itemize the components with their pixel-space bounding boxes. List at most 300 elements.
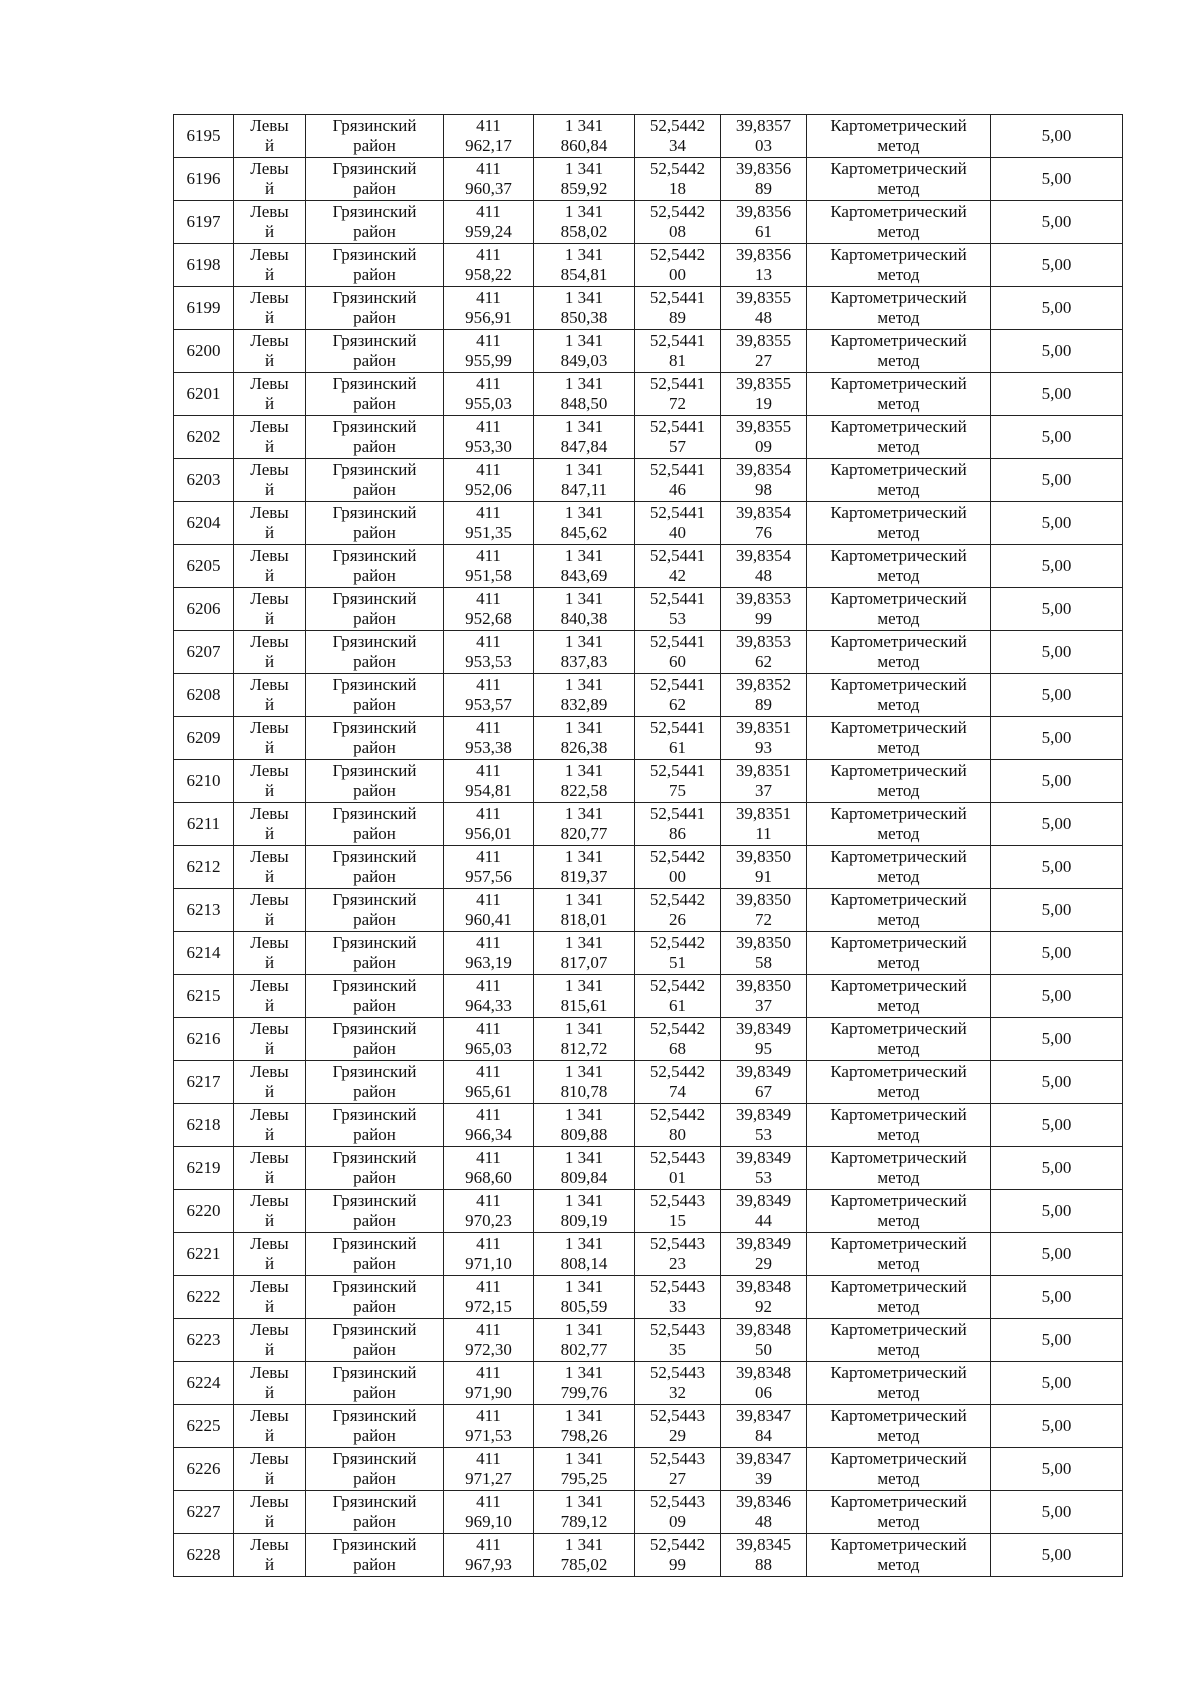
y-coordinate-cell-line: 843,69 bbox=[560, 566, 608, 585]
y-coordinate-cell-line: 1 341 bbox=[564, 546, 604, 565]
accuracy-cell: 5,00 bbox=[991, 846, 1123, 889]
y-coordinate-cell-line: 808,14 bbox=[560, 1254, 608, 1273]
x-coordinate-cell-line: 411 bbox=[476, 1492, 501, 1511]
latitude-cell-line: 52,5443 bbox=[649, 1406, 706, 1425]
district-cell-line: район bbox=[353, 953, 396, 972]
district-cell-line: Грязинский bbox=[332, 503, 417, 522]
method-cell bbox=[807, 932, 991, 975]
table-row bbox=[174, 1405, 1123, 1448]
latitude-cell-line: 52,5441 bbox=[649, 589, 706, 608]
x-coordinate-cell-line: 962,17 bbox=[465, 136, 512, 155]
district-cell-line: Грязинский bbox=[332, 374, 417, 393]
y-coordinate-cell-line: 1 341 bbox=[564, 804, 604, 823]
x-coordinate-cell-line: 953,38 bbox=[465, 738, 512, 757]
method-cell-line: Картометрический bbox=[830, 503, 967, 522]
longitude-cell-line: 76 bbox=[755, 523, 772, 542]
method-cell bbox=[807, 1061, 991, 1104]
district-cell bbox=[306, 244, 444, 287]
x-coordinate-cell bbox=[444, 1147, 534, 1190]
y-coordinate-cell-line: 799,76 bbox=[560, 1383, 608, 1402]
side-cell-line: Левы bbox=[250, 331, 289, 350]
longitude-cell-line: 67 bbox=[755, 1082, 772, 1101]
side-cell-line: й bbox=[264, 996, 275, 1015]
x-coordinate-cell bbox=[444, 1190, 534, 1233]
y-coordinate-cell bbox=[534, 1534, 635, 1577]
side-cell-line: Левы bbox=[250, 116, 289, 135]
accuracy-cell: 5,00 bbox=[991, 1448, 1123, 1491]
x-coordinate-cell-line: 411 bbox=[476, 374, 501, 393]
longitude-cell-line: 99 bbox=[755, 609, 772, 628]
side-cell-line: й bbox=[264, 738, 275, 757]
longitude-cell-line: 88 bbox=[755, 1555, 772, 1574]
longitude-cell-line: 50 bbox=[755, 1340, 772, 1359]
latitude-cell bbox=[635, 1362, 721, 1405]
district-cell bbox=[306, 1491, 444, 1534]
latitude-cell-line: 52,5441 bbox=[649, 675, 706, 694]
y-coordinate-cell bbox=[534, 803, 635, 846]
longitude-cell-line: 72 bbox=[755, 910, 772, 929]
point-number-cell: 6209 bbox=[174, 717, 234, 760]
longitude-cell-line: 39 bbox=[755, 1469, 772, 1488]
x-coordinate-cell bbox=[444, 717, 534, 760]
method-cell-line: Картометрический bbox=[830, 374, 967, 393]
latitude-cell bbox=[635, 115, 721, 158]
table-row bbox=[174, 1018, 1123, 1061]
method-cell-line: Картометрический bbox=[830, 1449, 967, 1468]
longitude-cell-line: 39,8350 bbox=[735, 976, 792, 995]
longitude-cell-line: 95 bbox=[755, 1039, 772, 1058]
district-cell-line: район bbox=[353, 609, 396, 628]
latitude-cell bbox=[635, 373, 721, 416]
side-cell bbox=[234, 975, 306, 1018]
latitude-cell-line: 35 bbox=[669, 1340, 686, 1359]
side-cell-line: Левы bbox=[250, 1191, 289, 1210]
longitude-cell-line: 39,8348 bbox=[735, 1320, 792, 1339]
district-cell bbox=[306, 158, 444, 201]
x-coordinate-cell bbox=[444, 373, 534, 416]
longitude-cell bbox=[721, 1276, 807, 1319]
latitude-cell-line: 40 bbox=[669, 523, 686, 542]
y-coordinate-cell bbox=[534, 330, 635, 373]
table-row bbox=[174, 330, 1123, 373]
y-coordinate-cell bbox=[534, 932, 635, 975]
accuracy-cell: 5,00 bbox=[991, 330, 1123, 373]
latitude-cell bbox=[635, 1018, 721, 1061]
x-coordinate-cell bbox=[444, 1362, 534, 1405]
y-coordinate-cell bbox=[534, 244, 635, 287]
y-coordinate-cell-line: 1 341 bbox=[564, 1449, 604, 1468]
side-cell-line: Левы bbox=[250, 1105, 289, 1124]
x-coordinate-cell-line: 411 bbox=[476, 1363, 501, 1382]
longitude-cell-line: 98 bbox=[755, 480, 772, 499]
district-cell-line: район bbox=[353, 480, 396, 499]
point-number-cell: 6208 bbox=[174, 674, 234, 717]
method-cell bbox=[807, 846, 991, 889]
longitude-cell bbox=[721, 545, 807, 588]
y-coordinate-cell-line: 810,78 bbox=[560, 1082, 608, 1101]
y-coordinate-cell bbox=[534, 975, 635, 1018]
x-coordinate-cell-line: 411 bbox=[476, 890, 501, 909]
latitude-cell-line: 62 bbox=[669, 695, 686, 714]
longitude-cell-line: 39,8349 bbox=[735, 1062, 792, 1081]
accuracy-cell: 5,00 bbox=[991, 545, 1123, 588]
district-cell-line: Грязинский bbox=[332, 675, 417, 694]
longitude-cell bbox=[721, 1534, 807, 1577]
table-body bbox=[174, 115, 1123, 1577]
x-coordinate-cell bbox=[444, 416, 534, 459]
longitude-cell bbox=[721, 631, 807, 674]
district-cell-line: район bbox=[353, 566, 396, 585]
method-cell-line: метод bbox=[877, 136, 920, 155]
method-cell bbox=[807, 545, 991, 588]
longitude-cell bbox=[721, 416, 807, 459]
y-coordinate-cell-line: 1 341 bbox=[564, 116, 604, 135]
accuracy-cell: 5,00 bbox=[991, 1319, 1123, 1362]
y-coordinate-cell bbox=[534, 1276, 635, 1319]
point-number-cell: 6212 bbox=[174, 846, 234, 889]
y-coordinate-cell bbox=[534, 201, 635, 244]
x-coordinate-cell-line: 411 bbox=[476, 1535, 501, 1554]
longitude-cell bbox=[721, 1491, 807, 1534]
latitude-cell-line: 52,5441 bbox=[649, 718, 706, 737]
x-coordinate-cell-line: 411 bbox=[476, 1320, 501, 1339]
point-number-cell: 6216 bbox=[174, 1018, 234, 1061]
latitude-cell-line: 81 bbox=[669, 351, 686, 370]
district-cell-line: Грязинский bbox=[332, 1105, 417, 1124]
longitude-cell bbox=[721, 1448, 807, 1491]
method-cell bbox=[807, 1233, 991, 1276]
method-cell-line: метод bbox=[877, 351, 920, 370]
latitude-cell-line: 52,5443 bbox=[649, 1148, 706, 1167]
point-number-cell: 6225 bbox=[174, 1405, 234, 1448]
longitude-cell bbox=[721, 115, 807, 158]
side-cell-line: Левы bbox=[250, 460, 289, 479]
latitude-cell-line: 52,5443 bbox=[649, 1191, 706, 1210]
y-coordinate-cell bbox=[534, 545, 635, 588]
longitude-cell-line: 39,8354 bbox=[735, 546, 792, 565]
latitude-cell-line: 52,5441 bbox=[649, 288, 706, 307]
latitude-cell-line: 99 bbox=[669, 1555, 686, 1574]
y-coordinate-cell-line: 1 341 bbox=[564, 374, 604, 393]
district-cell-line: район bbox=[353, 738, 396, 757]
longitude-cell bbox=[721, 889, 807, 932]
table-row bbox=[174, 889, 1123, 932]
x-coordinate-cell bbox=[444, 1061, 534, 1104]
longitude-cell bbox=[721, 975, 807, 1018]
longitude-cell-line: 39,8351 bbox=[735, 804, 792, 823]
district-cell-line: район bbox=[353, 1211, 396, 1230]
method-cell-line: Картометрический bbox=[830, 675, 967, 694]
x-coordinate-cell bbox=[444, 201, 534, 244]
district-cell-line: Грязинский bbox=[332, 1277, 417, 1296]
point-number-cell: 6226 bbox=[174, 1448, 234, 1491]
y-coordinate-cell-line: 785,02 bbox=[560, 1555, 608, 1574]
table-row bbox=[174, 1061, 1123, 1104]
table-row bbox=[174, 201, 1123, 244]
latitude-cell-line: 52,5443 bbox=[649, 1320, 706, 1339]
district-cell bbox=[306, 588, 444, 631]
side-cell bbox=[234, 1534, 306, 1577]
latitude-cell-line: 51 bbox=[669, 953, 686, 972]
latitude-cell-line: 27 bbox=[669, 1469, 686, 1488]
longitude-cell-line: 84 bbox=[755, 1426, 772, 1445]
x-coordinate-cell-line: 411 bbox=[476, 718, 501, 737]
y-coordinate-cell-line: 1 341 bbox=[564, 245, 604, 264]
method-cell-line: Картометрический bbox=[830, 202, 967, 221]
longitude-cell-line: 91 bbox=[755, 867, 772, 886]
longitude-cell-line: 39,8348 bbox=[735, 1363, 792, 1382]
side-cell-line: Левы bbox=[250, 1492, 289, 1511]
longitude-cell-line: 62 bbox=[755, 652, 772, 671]
method-cell bbox=[807, 1147, 991, 1190]
latitude-cell bbox=[635, 287, 721, 330]
x-coordinate-cell-line: 411 bbox=[476, 1148, 501, 1167]
latitude-cell-line: 52,5441 bbox=[649, 804, 706, 823]
accuracy-cell: 5,00 bbox=[991, 373, 1123, 416]
longitude-cell-line: 19 bbox=[755, 394, 772, 413]
side-cell-line: й bbox=[264, 910, 275, 929]
table-row bbox=[174, 631, 1123, 674]
method-cell-line: Картометрический bbox=[830, 1492, 967, 1511]
district-cell bbox=[306, 932, 444, 975]
y-coordinate-cell-line: 1 341 bbox=[564, 288, 604, 307]
y-coordinate-cell-line: 1 341 bbox=[564, 933, 604, 952]
x-coordinate-cell-line: 959,24 bbox=[465, 222, 512, 241]
side-cell-line: Левы bbox=[250, 1320, 289, 1339]
side-cell-line: й bbox=[264, 566, 275, 585]
table-row bbox=[174, 502, 1123, 545]
coordinates-table bbox=[173, 114, 1123, 1577]
longitude-cell bbox=[721, 1147, 807, 1190]
district-cell bbox=[306, 330, 444, 373]
point-number-cell: 6203 bbox=[174, 459, 234, 502]
accuracy-cell: 5,00 bbox=[991, 158, 1123, 201]
method-cell bbox=[807, 158, 991, 201]
method-cell bbox=[807, 717, 991, 760]
y-coordinate-cell-line: 848,50 bbox=[560, 394, 608, 413]
longitude-cell bbox=[721, 717, 807, 760]
district-cell-line: район bbox=[353, 1297, 396, 1316]
longitude-cell-line: 03 bbox=[755, 136, 772, 155]
method-cell-line: метод bbox=[877, 867, 920, 886]
longitude-cell-line: 48 bbox=[755, 566, 772, 585]
side-cell-line: Левы bbox=[250, 847, 289, 866]
accuracy-cell: 5,00 bbox=[991, 287, 1123, 330]
point-number-cell: 6222 bbox=[174, 1276, 234, 1319]
y-coordinate-cell-line: 789,12 bbox=[560, 1512, 608, 1531]
x-coordinate-cell-line: 960,41 bbox=[465, 910, 512, 929]
method-cell-line: метод bbox=[877, 1082, 920, 1101]
x-coordinate-cell bbox=[444, 1276, 534, 1319]
y-coordinate-cell bbox=[534, 416, 635, 459]
side-cell-line: Левы bbox=[250, 1234, 289, 1253]
table-row bbox=[174, 115, 1123, 158]
y-coordinate-cell bbox=[534, 1405, 635, 1448]
longitude-cell bbox=[721, 1061, 807, 1104]
side-cell bbox=[234, 1491, 306, 1534]
y-coordinate-cell-line: 1 341 bbox=[564, 890, 604, 909]
method-cell-line: метод bbox=[877, 523, 920, 542]
point-number-cell: 6228 bbox=[174, 1534, 234, 1577]
district-cell bbox=[306, 1233, 444, 1276]
point-number-cell: 6196 bbox=[174, 158, 234, 201]
accuracy-cell: 5,00 bbox=[991, 502, 1123, 545]
district-cell bbox=[306, 1018, 444, 1061]
y-coordinate-cell bbox=[534, 115, 635, 158]
latitude-cell-line: 52,5443 bbox=[649, 1492, 706, 1511]
longitude-cell-line: 39,8349 bbox=[735, 1234, 792, 1253]
method-cell-line: метод bbox=[877, 910, 920, 929]
latitude-cell bbox=[635, 588, 721, 631]
x-coordinate-cell-line: 411 bbox=[476, 288, 501, 307]
x-coordinate-cell-line: 953,57 bbox=[465, 695, 512, 714]
y-coordinate-cell-line: 1 341 bbox=[564, 1062, 604, 1081]
latitude-cell-line: 52,5442 bbox=[649, 159, 706, 178]
district-cell bbox=[306, 1319, 444, 1362]
x-coordinate-cell bbox=[444, 244, 534, 287]
latitude-cell-line: 72 bbox=[669, 394, 686, 413]
longitude-cell-line: 44 bbox=[755, 1211, 772, 1230]
method-cell-line: Картометрический bbox=[830, 288, 967, 307]
x-coordinate-cell-line: 956,01 bbox=[465, 824, 512, 843]
latitude-cell-line: 75 bbox=[669, 781, 686, 800]
x-coordinate-cell-line: 411 bbox=[476, 116, 501, 135]
point-number-cell: 6195 bbox=[174, 115, 234, 158]
accuracy-cell: 5,00 bbox=[991, 631, 1123, 674]
method-cell-line: метод bbox=[877, 480, 920, 499]
side-cell-line: й bbox=[264, 953, 275, 972]
longitude-cell bbox=[721, 674, 807, 717]
x-coordinate-cell bbox=[444, 1104, 534, 1147]
accuracy-cell: 5,00 bbox=[991, 932, 1123, 975]
accuracy-cell: 5,00 bbox=[991, 244, 1123, 287]
side-cell bbox=[234, 1448, 306, 1491]
district-cell bbox=[306, 1147, 444, 1190]
method-cell-line: метод bbox=[877, 1211, 920, 1230]
side-cell-line: й bbox=[264, 523, 275, 542]
district-cell bbox=[306, 416, 444, 459]
latitude-cell bbox=[635, 717, 721, 760]
latitude-cell bbox=[635, 1104, 721, 1147]
side-cell-line: Левы bbox=[250, 159, 289, 178]
point-number-cell: 6220 bbox=[174, 1190, 234, 1233]
district-cell-line: Грязинский bbox=[332, 761, 417, 780]
y-coordinate-cell bbox=[534, 158, 635, 201]
side-cell-line: й bbox=[264, 1082, 275, 1101]
longitude-cell bbox=[721, 201, 807, 244]
latitude-cell-line: 61 bbox=[669, 996, 686, 1015]
side-cell-line: Левы bbox=[250, 1535, 289, 1554]
x-coordinate-cell bbox=[444, 1448, 534, 1491]
y-coordinate-cell-line: 858,02 bbox=[560, 222, 608, 241]
accuracy-cell: 5,00 bbox=[991, 588, 1123, 631]
y-coordinate-cell bbox=[534, 889, 635, 932]
side-cell bbox=[234, 889, 306, 932]
longitude-cell-line: 93 bbox=[755, 738, 772, 757]
longitude-cell-line: 39,8347 bbox=[735, 1449, 792, 1468]
x-coordinate-cell bbox=[444, 1018, 534, 1061]
method-cell-line: Картометрический bbox=[830, 1105, 967, 1124]
accuracy-cell: 5,00 bbox=[991, 803, 1123, 846]
method-cell-line: метод bbox=[877, 1512, 920, 1531]
district-cell bbox=[306, 1405, 444, 1448]
y-coordinate-cell-line: 812,72 bbox=[560, 1039, 608, 1058]
district-cell bbox=[306, 1190, 444, 1233]
side-cell-line: й bbox=[264, 308, 275, 327]
longitude-cell bbox=[721, 158, 807, 201]
y-coordinate-cell-line: 1 341 bbox=[564, 1019, 604, 1038]
method-cell-line: Картометрический bbox=[830, 761, 967, 780]
district-cell bbox=[306, 803, 444, 846]
longitude-cell-line: 39,8356 bbox=[735, 202, 792, 221]
x-coordinate-cell-line: 955,99 bbox=[465, 351, 512, 370]
district-cell-line: район bbox=[353, 136, 396, 155]
latitude-cell-line: 52,5441 bbox=[649, 460, 706, 479]
method-cell-line: Картометрический bbox=[830, 1148, 967, 1167]
method-cell bbox=[807, 330, 991, 373]
y-coordinate-cell-line: 1 341 bbox=[564, 847, 604, 866]
method-cell-line: метод bbox=[877, 1426, 920, 1445]
district-cell-line: район bbox=[353, 394, 396, 413]
y-coordinate-cell-line: 1 341 bbox=[564, 202, 604, 221]
side-cell-line: й bbox=[264, 265, 275, 284]
y-coordinate-cell bbox=[534, 674, 635, 717]
longitude-cell bbox=[721, 373, 807, 416]
method-cell-line: метод bbox=[877, 652, 920, 671]
district-cell-line: район bbox=[353, 179, 396, 198]
y-coordinate-cell-line: 1 341 bbox=[564, 718, 604, 737]
x-coordinate-cell-line: 951,35 bbox=[465, 523, 512, 542]
district-cell bbox=[306, 459, 444, 502]
latitude-cell-line: 52,5441 bbox=[649, 632, 706, 651]
district-cell-line: район bbox=[353, 1082, 396, 1101]
district-cell bbox=[306, 846, 444, 889]
side-cell-line: Левы bbox=[250, 1363, 289, 1382]
table-row bbox=[174, 1491, 1123, 1534]
latitude-cell-line: 52,5441 bbox=[649, 374, 706, 393]
method-cell bbox=[807, 975, 991, 1018]
latitude-cell-line: 00 bbox=[669, 265, 686, 284]
latitude-cell-line: 52,5442 bbox=[649, 245, 706, 264]
method-cell bbox=[807, 1405, 991, 1448]
latitude-cell-line: 52,5441 bbox=[649, 761, 706, 780]
district-cell-line: район bbox=[353, 1426, 396, 1445]
district-cell-line: район bbox=[353, 265, 396, 284]
longitude-cell-line: 53 bbox=[755, 1125, 772, 1144]
latitude-cell-line: 52,5443 bbox=[649, 1449, 706, 1468]
x-coordinate-cell bbox=[444, 760, 534, 803]
x-coordinate-cell bbox=[444, 545, 534, 588]
y-coordinate-cell-line: 798,26 bbox=[560, 1426, 608, 1445]
latitude-cell bbox=[635, 416, 721, 459]
longitude-cell-line: 39,8350 bbox=[735, 933, 792, 952]
side-cell-line: й bbox=[264, 179, 275, 198]
longitude-cell-line: 39,8352 bbox=[735, 675, 792, 694]
district-cell-line: район bbox=[353, 1168, 396, 1187]
accuracy-cell: 5,00 bbox=[991, 1233, 1123, 1276]
x-coordinate-cell-line: 411 bbox=[476, 331, 501, 350]
method-cell bbox=[807, 287, 991, 330]
latitude-cell-line: 52,5441 bbox=[649, 331, 706, 350]
latitude-cell-line: 08 bbox=[669, 222, 686, 241]
x-coordinate-cell-line: 411 bbox=[476, 1062, 501, 1081]
district-cell-line: Грязинский bbox=[332, 1191, 417, 1210]
y-coordinate-cell-line: 847,84 bbox=[560, 437, 608, 456]
latitude-cell bbox=[635, 760, 721, 803]
side-cell-line: й bbox=[264, 1297, 275, 1316]
method-cell-line: метод bbox=[877, 265, 920, 284]
latitude-cell-line: 33 bbox=[669, 1297, 686, 1316]
